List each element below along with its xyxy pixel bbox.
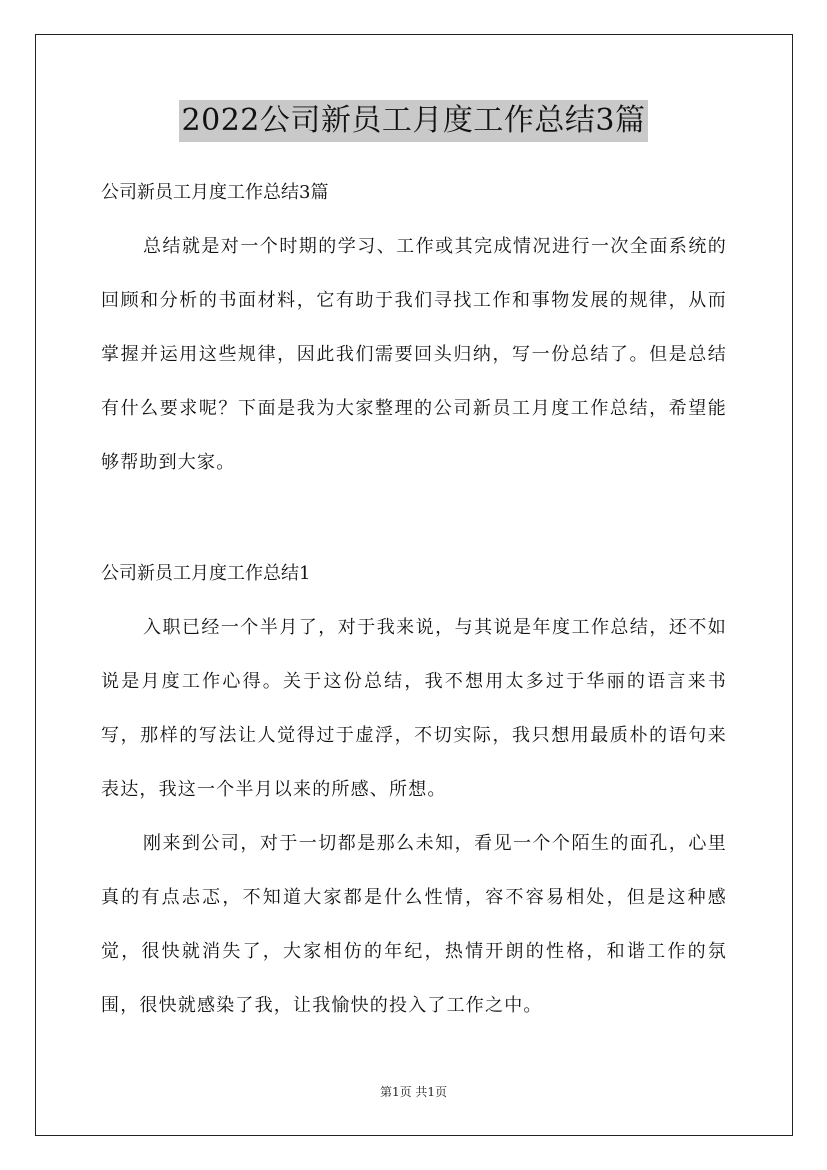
page-footer	[0, 1083, 827, 1101]
section1-paragraph-2: 刚来到公司，对于一切都是那么未知，看见一个个陌生的面孔，心里真的有点忐忑，不知道大家都是什么性情，容不容易相处，但是这种感觉，很快就消失了，大家相仿的年纪，热情开朗的性格，和谐工作的氛围，很快就感染了我，让我愉快的投入了工作之中。	[101, 833, 727, 1016]
intro-paragraph: 总结就是对一个时期的学习、工作或其完成情况进行一次全面系统的回顾和分析的书面材料，它有助于我们寻找工作和事物发展的规律，从而掌握并运用这些规律，因此我们需要回头归纳，写一份总结了。但是总结有什么要求呢？下面是我为大家整理的公司新员工月度工作总结，希望能够帮助到大家。	[101, 236, 727, 473]
subtitle-block	[101, 180, 727, 206]
intro-block	[101, 220, 727, 490]
page-number: 第1页 共1页	[379, 1085, 448, 1099]
title-container	[0, 100, 827, 142]
section1-heading: 公司新员工月度工作总结1	[101, 563, 311, 584]
document-title: 2022公司新员工月度工作总结3篇	[179, 100, 649, 142]
section1-paragraph-1: 入职已经一个半月了，对于我来说，与其说是年度工作总结，还不如说是月度工作心得。关于这份总结，我不想用太多过于华丽的语言来书写，那样的写法让人觉得过于虚浮，不切实际，我只想用最质朴的语句来表达，我这一个半月以来的所感、所想。	[101, 617, 727, 800]
section1-heading-block	[101, 561, 727, 587]
document-subtitle: 公司新员工月度工作总结3篇	[101, 182, 329, 203]
section1-body	[101, 601, 727, 1033]
